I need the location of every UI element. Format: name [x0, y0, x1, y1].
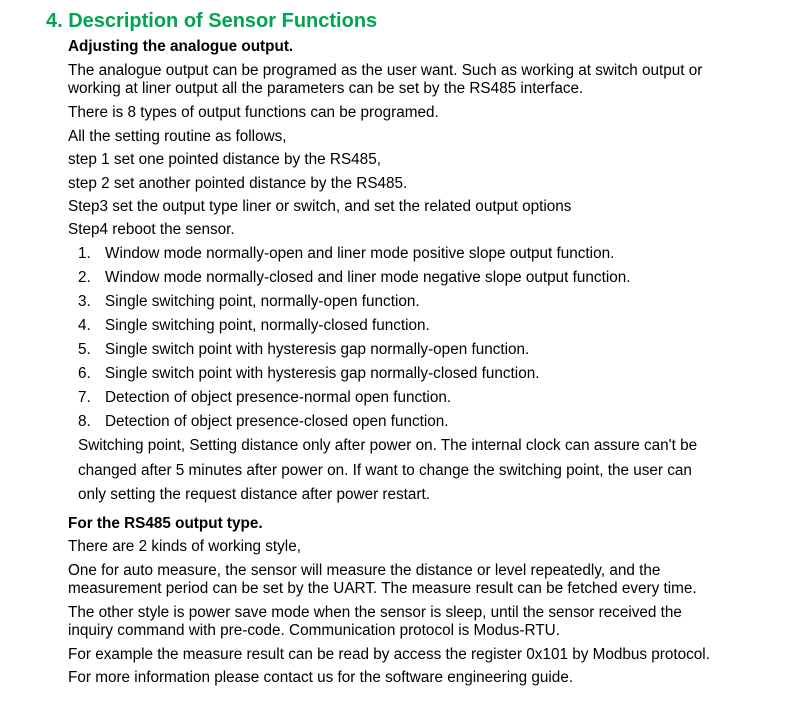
list-item-number: 6.: [78, 365, 91, 382]
routine-line: All the setting routine as follows,: [68, 128, 287, 145]
step-3-line: Step3 set the output type liner or switch, and set the related output options: [68, 198, 572, 215]
list-item-number: 4.: [78, 317, 91, 334]
contact-line: For more information please contact us for the software engineering guide.: [68, 669, 574, 686]
list-item-number: 7.: [78, 389, 91, 406]
list-item-number: 8.: [78, 413, 91, 430]
function-list-item: [78, 341, 529, 359]
list-item-text: Window mode normally-closed and liner mode negative slope output function.: [105, 269, 631, 286]
analogue-subheading: Adjusting the analogue output.: [68, 38, 294, 55]
list-item-number: 5.: [78, 341, 91, 358]
list-item-text: Detection of object presence-normal open function.: [105, 389, 452, 406]
auto-measure-line-2: measurement period can be set by the UART. The measure result can be fetched every time.: [68, 580, 697, 597]
function-list-item: [78, 365, 539, 383]
function-list-item: [78, 269, 631, 287]
analogue-paragraph-line-1: The analogue output can be programed as the user want. Such as working at switch output or: [68, 62, 703, 79]
step-4-line: Step4 reboot the sensor.: [68, 221, 235, 238]
list-item-text: Single switching point, normally-open function.: [105, 293, 420, 310]
switching-note-line-2: changed after 5 minutes after power on. If want to change the switching point, the user can: [78, 462, 692, 479]
analogue-paragraph-line-2: working at liner output all the parameters can be set by the RS485 interface.: [68, 80, 584, 97]
function-list-item: [78, 389, 451, 407]
power-save-line-2: inquiry command with pre-code. Communication protocol is Modus-RTU.: [68, 622, 560, 639]
function-list-item: [78, 245, 614, 263]
kinds-line: There are 2 kinds of working style,: [68, 538, 301, 555]
switching-note-line-1: Switching point, Setting distance only after power on. The internal clock can assure can't be: [78, 437, 698, 454]
switching-note-line-3: only setting the request distance after power restart.: [78, 486, 431, 503]
function-list-item: [78, 317, 430, 335]
list-item-number: 2.: [78, 269, 91, 286]
power-save-line-1: The other style is power save mode when the sensor is sleep, until the sensor received the: [68, 604, 682, 621]
rs485-subheading: For the RS485 output type.: [68, 515, 263, 532]
list-item-text: Single switch point with hysteresis gap normally-closed function.: [105, 365, 540, 382]
list-item-text: Single switch point with hysteresis gap normally-open function.: [105, 341, 530, 358]
function-list-item: [78, 413, 449, 431]
section-heading: 4. Description of Sensor Functions: [46, 10, 378, 32]
list-item-text: Window mode normally-open and liner mode positive slope output function.: [105, 245, 615, 262]
list-item-text: Detection of object presence-closed open function.: [105, 413, 449, 430]
types-line: There is 8 types of output functions can be programed.: [68, 104, 439, 121]
step-2-line: step 2 set another pointed distance by the RS485.: [68, 175, 408, 192]
auto-measure-line-1: One for auto measure, the sensor will measure the distance or level repeatedly, and the: [68, 562, 661, 579]
example-line: For example the measure result can be read by access the register 0x101 by Modbus protocol.: [68, 646, 710, 663]
step-1-line: step 1 set one pointed distance by the RS485,: [68, 151, 381, 168]
list-item-number: 3.: [78, 293, 91, 310]
list-item-text: Single switching point, normally-closed function.: [105, 317, 430, 334]
function-list-item: [78, 293, 420, 311]
list-item-number: 1.: [78, 245, 91, 262]
